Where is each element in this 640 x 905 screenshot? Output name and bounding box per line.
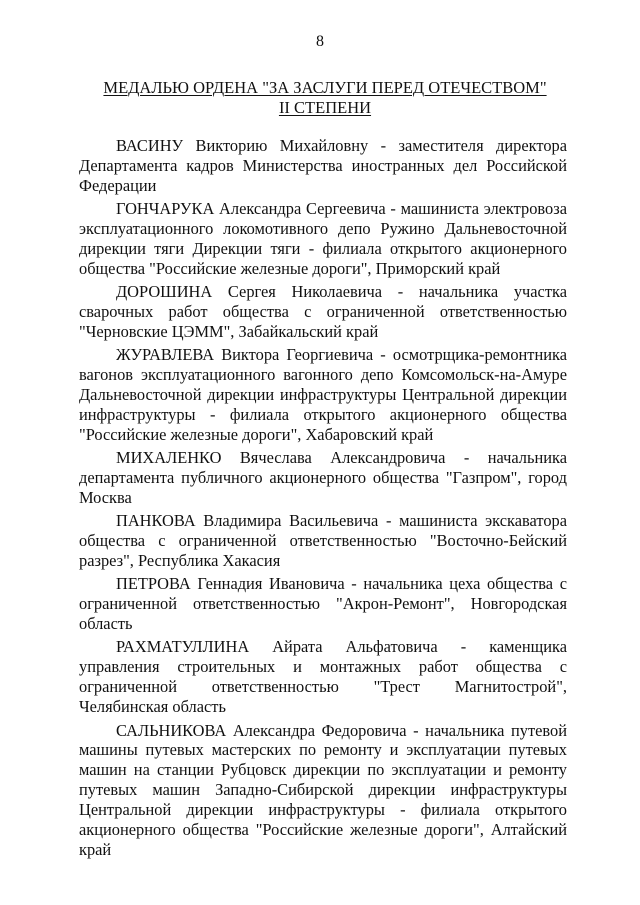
recipient-entry-salnikov: САЛЬНИКОВА Александра Федоровича - начальника путевой машины путевых мастерских по ремонту и эксплуатации путевых машин на станции Рубцовск дирекции по эксплуатации и ремонту путевых машин Западно-Сибирской дирекции инфраструктуры Центральной дирекции инфраструктуры - филиала открытого акционерного общества "Российские железные дороги", Алтайский край <box>79 720 567 859</box>
award-heading-line-1: МЕДАЛЬЮ ОРДЕНА "ЗА ЗАСЛУГИ ПЕРЕД ОТЕЧЕСТВОМ" <box>103 78 547 97</box>
recipient-entry-petrov: ПЕТРОВА Геннадия Ивановича - начальника цеха общества с ограниченной ответственностью "Акрон-Ремонт", Новгородская область <box>79 574 567 634</box>
recipient-entry-mikhalenko: МИХАЛЕНКО Вячеслава Александровича - начальника департамента публичного акционерного общества "Газпром", город Москва <box>79 448 567 507</box>
award-heading <box>100 78 550 118</box>
recipient-list <box>79 136 567 863</box>
recipient-entry-vasina: ВАСИНУ Викторию Михайловну - заместителя директора Департамента кадров Министерства иностранных дел Российской Федерации <box>79 136 567 195</box>
recipient-entry-doroshin: ДОРОШИНА Сергея Николаевича - начальника участка сварочных работ общества с ограниченной ответственностью "Черновские ЦЭММ", Забайкальский край <box>79 282 567 341</box>
recipient-entry-goncharuk: ГОНЧАРУКА Александра Сергеевича - машиниста электровоза эксплуатационного локомотивного депо Ружино Дальневосточной дирекции тяги Дирекции тяги - филиала открытого акционерного общества "Российские железные дороги", Приморский край <box>79 199 567 278</box>
recipient-entry-pankov: ПАНКОВА Владимира Васильевича - машиниста экскаватора общества с ограниченной ответственностью "Восточно-Бейский разрез", Республика Хакасия <box>79 511 567 571</box>
page-number: 8 <box>316 33 324 50</box>
recipient-entry-rakhmatullin: РАХМАТУЛЛИНА Айрата Альфатовича - каменщика управления строительных и монтажных работ общества с ограниченной ответственностью "Трест Магнитострой", Челябинская область <box>79 637 567 717</box>
award-heading-line-2: II СТЕПЕНИ <box>278 98 372 117</box>
recipient-entry-zhuravlev: ЖУРАВЛЕВА Виктора Георгиевича - осмотрщика-ремонтника вагонов эксплуатационного вагонного депо Комсомольск-на-Амуре Дальневосточной дирекции инфраструктуры Центральной дирекции инфраструктуры - филиала открытого акционерного общества "Российские железные дороги", Хабаровский край <box>79 345 567 444</box>
